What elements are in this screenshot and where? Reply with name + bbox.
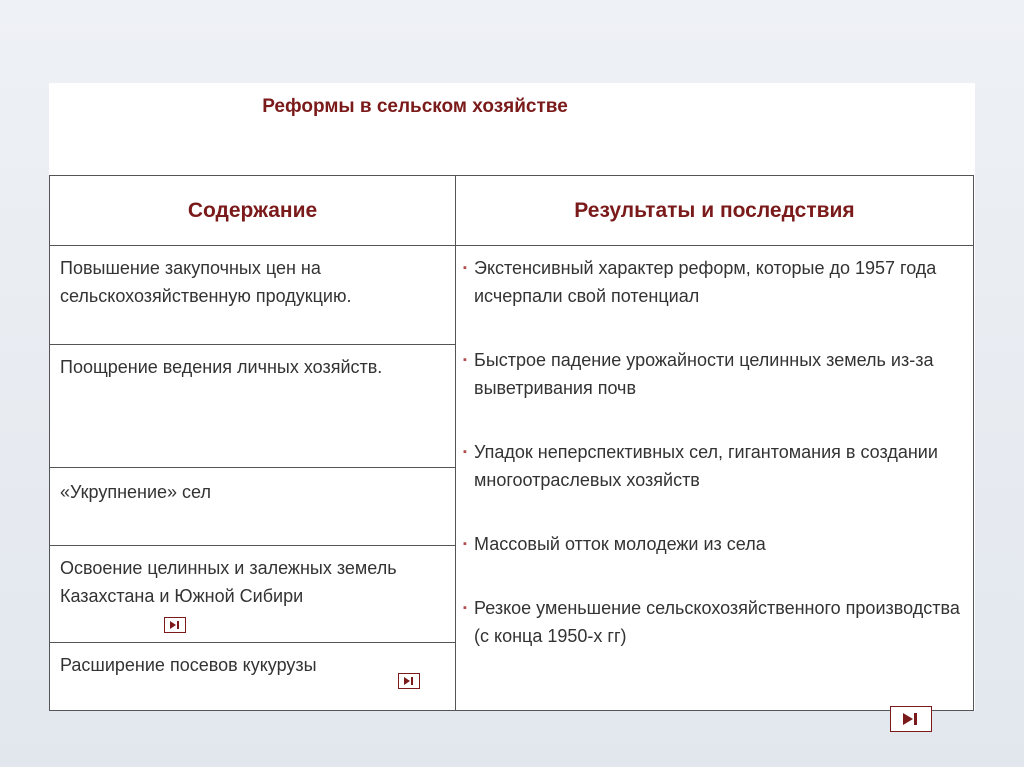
result-item bbox=[463, 346, 963, 402]
reform-table bbox=[49, 175, 974, 711]
content-text: Расширение посевов кукурузы bbox=[60, 654, 317, 675]
content-cell-2 bbox=[50, 344, 456, 467]
header-content: Содержание bbox=[50, 176, 456, 246]
slide-title: Реформы в сельском хозяйстве bbox=[262, 96, 568, 117]
result-text: Быстрое падение урожайности целинных земель из-за выветривания почв bbox=[474, 350, 934, 399]
result-item bbox=[463, 438, 963, 494]
content-cell-4 bbox=[50, 546, 456, 642]
content-text: Освоение целинных и залежных земель Казахстана и Южной Сибири bbox=[60, 558, 397, 607]
result-item bbox=[463, 254, 963, 310]
result-text: Упадок неперспективных сел, гигантомания в создании многоотраслевых хозяйств bbox=[474, 442, 938, 491]
content-text: «Укрупнение» сел bbox=[60, 482, 211, 503]
next-slide-icon[interactable] bbox=[164, 617, 186, 633]
bullet-icon: ▪ bbox=[463, 446, 467, 459]
results-cell bbox=[456, 246, 974, 711]
next-slide-icon[interactable] bbox=[890, 706, 932, 732]
header-results: Результаты и последствия bbox=[456, 176, 974, 246]
result-item bbox=[463, 594, 963, 650]
result-text: Резкое уменьшение сельскохозяйственного производства (с конца 1950-х гг) bbox=[474, 598, 960, 647]
content-text: Повышение закупочных цен на сельскохозяйственную продукцию. bbox=[60, 258, 352, 307]
content-cell-5 bbox=[50, 642, 456, 710]
result-text: Массовый отток молодежи из села bbox=[474, 534, 766, 555]
header-row bbox=[50, 176, 974, 246]
bullet-icon: ▪ bbox=[463, 262, 467, 275]
bullet-icon: ▪ bbox=[463, 538, 467, 551]
result-text: Экстенсивный характер реформ, которые до 1957 года исчерпали свой потенциал bbox=[474, 258, 937, 307]
content-cell-3 bbox=[50, 468, 456, 546]
next-slide-icon[interactable] bbox=[398, 673, 420, 689]
bullet-icon: ▪ bbox=[463, 602, 467, 615]
content-cell-1 bbox=[50, 246, 456, 344]
content-text: Поощрение ведения личных хозяйств. bbox=[60, 356, 383, 377]
table-row bbox=[50, 246, 974, 344]
bullet-icon: ▪ bbox=[463, 354, 467, 367]
result-item bbox=[463, 530, 963, 558]
